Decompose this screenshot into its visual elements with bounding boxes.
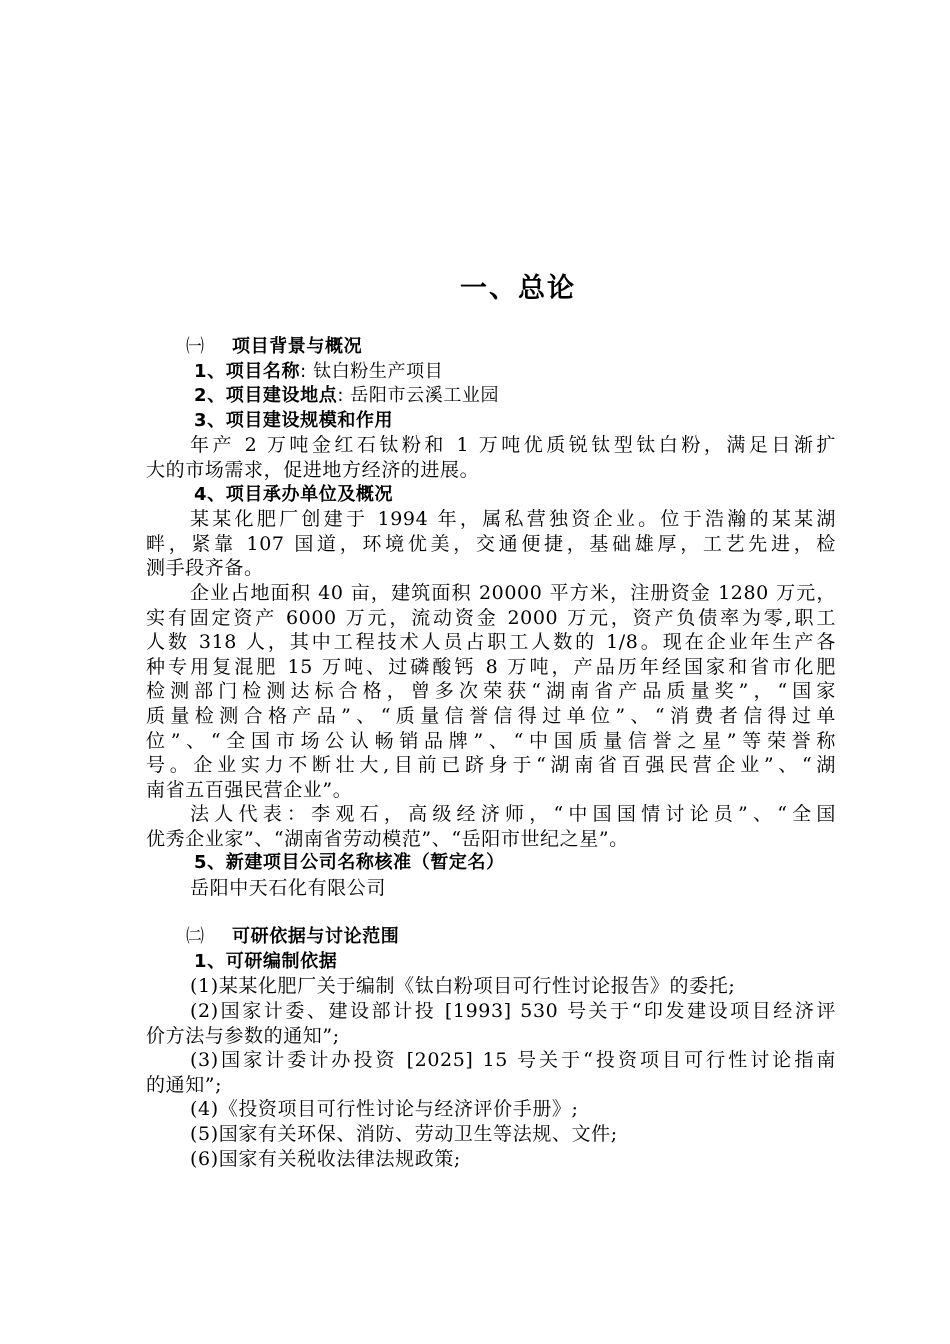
list-item: (3)国家计委计办投资 [2025] 15 号关于“投资项目可行性讨论指南 xyxy=(190,1049,836,1072)
paragraph-line: 法人代表：李观石，高级经济师，“中国国情讨论员”、“全国 xyxy=(190,803,836,826)
paragraph-line: 检测部门检测达标合格，曾多次荣获“湖南省产品质量奖”，“国家 xyxy=(146,680,836,703)
paragraph-line: 某某化肥厂创建于 1994 年，属私营独资企业。位于浩瀚的某某湖 xyxy=(190,508,836,531)
list-item: (5)国家有关环保、消防、劳动卫生等法规、文件; xyxy=(190,1123,618,1145)
section-heading-2 xyxy=(146,925,836,950)
paragraph-line: 南省五百强民营企业”。 xyxy=(146,778,353,801)
paragraph-line: 年产 2 万吨金红石钛粉和 1 万吨优质锐钛型钛白粉，满足日渐扩 xyxy=(190,434,836,457)
item-label: 4、项目承办单位及概况 xyxy=(194,483,394,505)
spacer xyxy=(146,901,836,926)
item-project-location xyxy=(146,384,836,409)
document-body xyxy=(146,335,836,1171)
paragraph-line: 测手段齐备。 xyxy=(146,557,264,580)
item-project-name xyxy=(146,360,836,385)
paragraph-line: 大的市场需求，促进地方经济的进展。 xyxy=(146,458,480,481)
item-value: : 钛白粉生产项目 xyxy=(300,360,444,382)
paragraph-line: 位”、“全国市场公认畅销品牌”、“中国质量信誉之星”等荣誉称 xyxy=(146,729,836,752)
paragraph-line: 种专用复混肥 15 万吨、过磷酸钙 8 万吨，产品历年经国家和省市化肥 xyxy=(146,655,836,678)
section-title: 可研依据与讨论范围 xyxy=(232,926,400,948)
list-item: (6)国家有关税收法律法规政策; xyxy=(190,1147,461,1170)
paragraph-line: 人数 318 人，其中工程技术人员占职工人数的 1/8。现在企业年生产各 xyxy=(146,631,836,654)
paragraph-line: 企业占地面积 40 亩，建筑面积 20000 平方米，注册资金 1280 万元， xyxy=(190,581,836,604)
paragraph-line: 畔，紧靠 107 国道，环境优美，交通便捷，基础雄厚，工艺先进，检 xyxy=(146,532,836,555)
item-label: 5、新建项目公司名称核准（暂定名） xyxy=(194,852,505,874)
item-label: 3、项目建设规模和作用 xyxy=(194,409,394,431)
paragraph-line: 号。企业实力不断壮大,目前已跻身于“湖南省百强民营企业”、“湖 xyxy=(146,754,836,777)
item-label: 1、项目名称 xyxy=(194,360,301,382)
item-undertaker xyxy=(146,483,836,508)
section-number: ㈡ xyxy=(186,926,205,948)
list-item: (1)某某化肥厂关于编制《钛白粉项目可行性讨论报告》的委托; xyxy=(190,975,736,998)
item-label: 1、可研编制依据 xyxy=(194,950,338,972)
paragraph-line: 实有固定资产 6000 万元，流动资金 2000 万元，资产负债率为零,职工 xyxy=(146,606,836,629)
section-number: ㈠ xyxy=(186,336,205,357)
item-value: : 岳阳市云溪工业园 xyxy=(337,385,500,407)
item-label: 2、项目建设地点 xyxy=(194,385,338,407)
paragraph-line: 岳阳中天石化有限公司 xyxy=(190,877,387,900)
item-company-name xyxy=(146,851,836,876)
paragraph-line: 质量检测合格产品”、“质量信誉信得过单位”、“消费者信得过单 xyxy=(146,704,836,727)
section-title: 项目背景与概况 xyxy=(232,336,363,357)
item-basis xyxy=(146,950,836,975)
page-title: 一、总论 xyxy=(460,273,576,304)
list-item: (2)国家计委、建设部计投 [1993] 530 号关于“印发建设项目经济评 xyxy=(190,1000,836,1023)
list-item-continuation: 的通知”; xyxy=(146,1073,223,1096)
list-item: (4)《投资项目可行性讨论与经济评价手册》; xyxy=(190,1098,579,1121)
section-heading-1 xyxy=(146,335,836,360)
list-item-continuation: 价方法与参数的通知”; xyxy=(146,1024,340,1047)
item-project-scale xyxy=(146,409,836,434)
paragraph-line: 优秀企业家”、“湖南省劳动模范”、“岳阳市世纪之星”。 xyxy=(146,827,629,850)
